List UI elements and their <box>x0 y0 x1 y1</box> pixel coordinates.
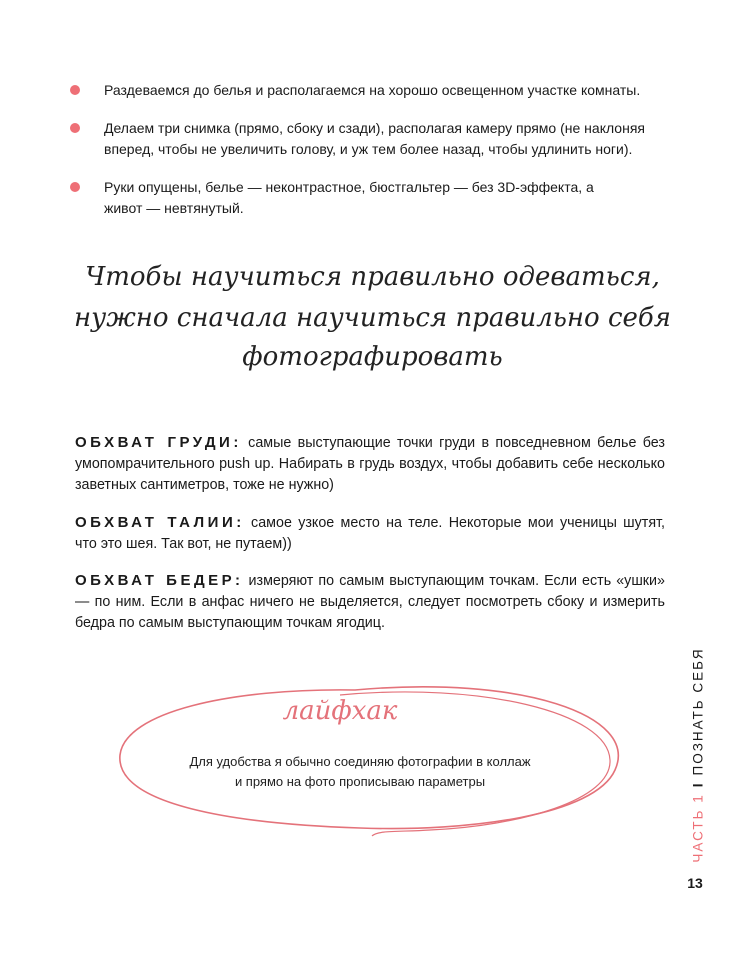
measurement-text: самые выступающие точки груди в повседневном белье без умопомрачительного push up. Набирать в грудь воздух, чтобы добавить себе несколько заветных сантиметров, тоже не нужно) <box>75 435 665 493</box>
lifehack-title: лайфхак <box>282 696 398 726</box>
chapter-sidebar <box>678 640 718 870</box>
bullet-text: Раздеваемся до белья и располагаемся на хорошо освещенном участке комнаты. <box>104 82 641 98</box>
lifehack-text <box>160 752 560 792</box>
bullet-text: Руки опущены, белье — неконтрастное, бюстгальтер — без 3D-эффекта, а живот — невтянутый. <box>104 179 594 216</box>
bullet-text: Делаем три снимка (прямо, сбоку и сзади), располагая камеру прямо (не наклоняя вперед, чтобы не увеличить голову, и уж тем более назад, чтобы удлинить ноги). <box>104 120 645 157</box>
measurement-text: измеряют по самым выступающим точкам. Если есть «ушки» — по ним. Если в анфас ничего не выделяется, следует посмотреть сбоку и измерить бедра по самым выступающим точкам ягодиц. <box>75 573 665 631</box>
part-label: ЧАСТЬ 1 <box>690 793 706 863</box>
measurement-label: ОБХВАТ ГРУДИ: <box>75 434 242 451</box>
measurement-label: ОБХВАТ БЕДЕР: <box>75 572 244 589</box>
quote-line: фотографировать <box>242 342 503 372</box>
lifehack-line: Для удобства я обычно соединяю фотографии в коллаж <box>189 754 531 769</box>
page-number: 13 <box>687 875 703 891</box>
chapter-label: ПОЗНАТЬ СЕБЯ <box>690 647 706 776</box>
measurement-label: ОБХВАТ ТАЛИИ: <box>75 514 245 531</box>
lifehack-line: и прямо на фото прописываю параметры <box>234 774 486 789</box>
separator: I <box>690 781 706 788</box>
quote-line: нужно сначала научиться правильно себя <box>73 303 672 333</box>
quote-line: Чтобы научиться правильно одеваться, <box>85 262 660 292</box>
measurement-text: самое узкое место на теле. Некоторые мои ученицы шутят, что это шея. Так вот, не путаем)) <box>75 515 665 552</box>
